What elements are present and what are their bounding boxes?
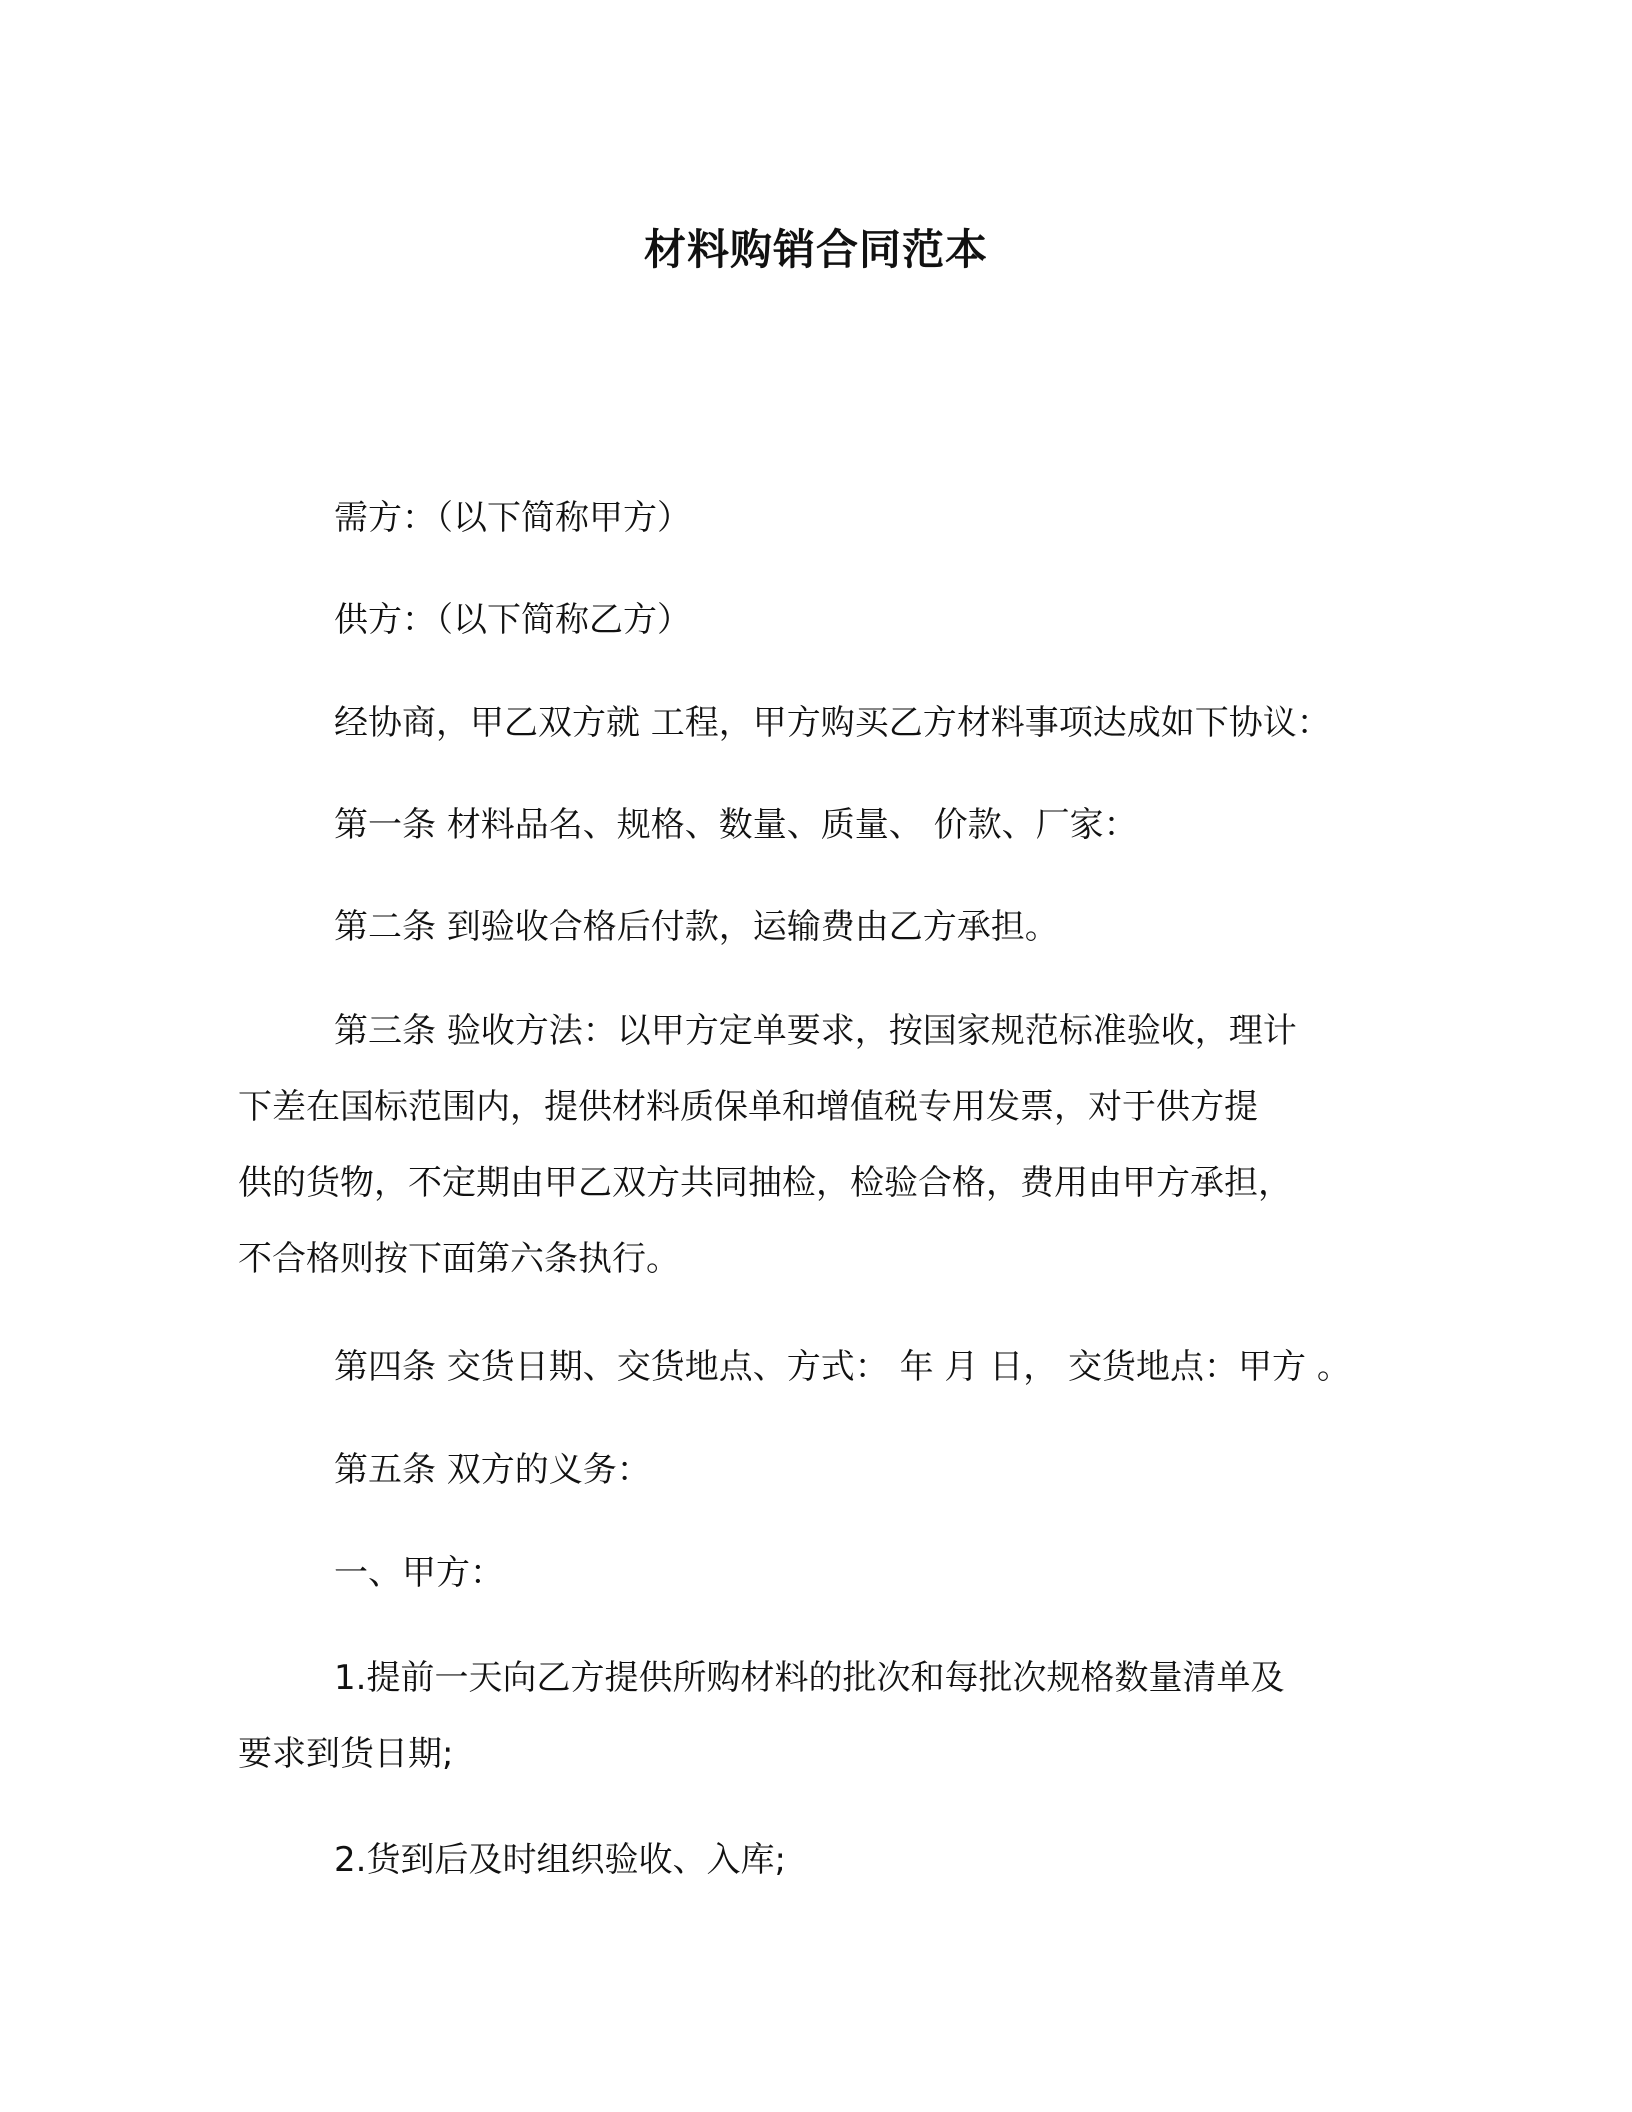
paragraph-line: 1.提前一天向乙方提供所购材料的批次和每批次规格数量清单及 bbox=[334, 1658, 1285, 1698]
paragraph-line: 一、甲方： bbox=[334, 1553, 504, 1593]
paragraph-line: 2.货到后及时组织验收、入库; bbox=[334, 1840, 786, 1880]
paragraph-line: 需方：（以下简称甲方） bbox=[334, 498, 691, 538]
paragraph-party-a-item-2 bbox=[238, 1822, 1418, 1898]
paragraph-supplier bbox=[238, 582, 1418, 658]
paragraph-line: 供方：（以下简称乙方） bbox=[334, 600, 691, 640]
paragraph-line: 下差在国标范围内，提供材料质保单和增值税专用发票，对于供方提 bbox=[238, 1087, 1258, 1127]
paragraph-article-5 bbox=[238, 1432, 1418, 1508]
paragraph-line: 第五条 双方的义务： bbox=[334, 1450, 651, 1490]
paragraph-line: 第一条 材料品名、规格、数量、质量、 价款、厂家： bbox=[334, 805, 1138, 845]
paragraph-line: 要求到货日期; bbox=[238, 1734, 454, 1774]
paragraph-line: 经协商，甲乙双方就 工程，甲方购买乙方材料事项达成如下协议： bbox=[334, 703, 1331, 743]
paragraph-line: 第三条 验收方法：以甲方定单要求，按国家规范标准验收，理计 bbox=[334, 1011, 1297, 1051]
paragraph-party-a-heading bbox=[238, 1535, 1418, 1611]
paragraph-article-2 bbox=[238, 889, 1418, 965]
paragraph-article-4 bbox=[238, 1329, 1418, 1405]
paragraph-line: 供的货物，不定期由甲乙双方共同抽检，检验合格，费用由甲方承担， bbox=[238, 1163, 1292, 1203]
paragraph-line: 第二条 到验收合格后付款，运输费由乙方承担。 bbox=[334, 907, 1059, 947]
paragraph-agreement-intro bbox=[238, 685, 1418, 761]
paragraph-article-3 bbox=[238, 993, 1418, 1297]
paragraph-article-1 bbox=[238, 787, 1418, 863]
paragraph-party-a-item-1 bbox=[238, 1640, 1418, 1792]
paragraph-demander bbox=[238, 480, 1418, 556]
document-title: 材料购销合同范本 bbox=[643, 225, 988, 274]
paragraph-line: 第四条 交货日期、交货地点、方式： 年 月 日， 交货地点：甲方 。 bbox=[334, 1347, 1351, 1387]
paragraph-line: 不合格则按下面第六条执行。 bbox=[238, 1239, 680, 1279]
